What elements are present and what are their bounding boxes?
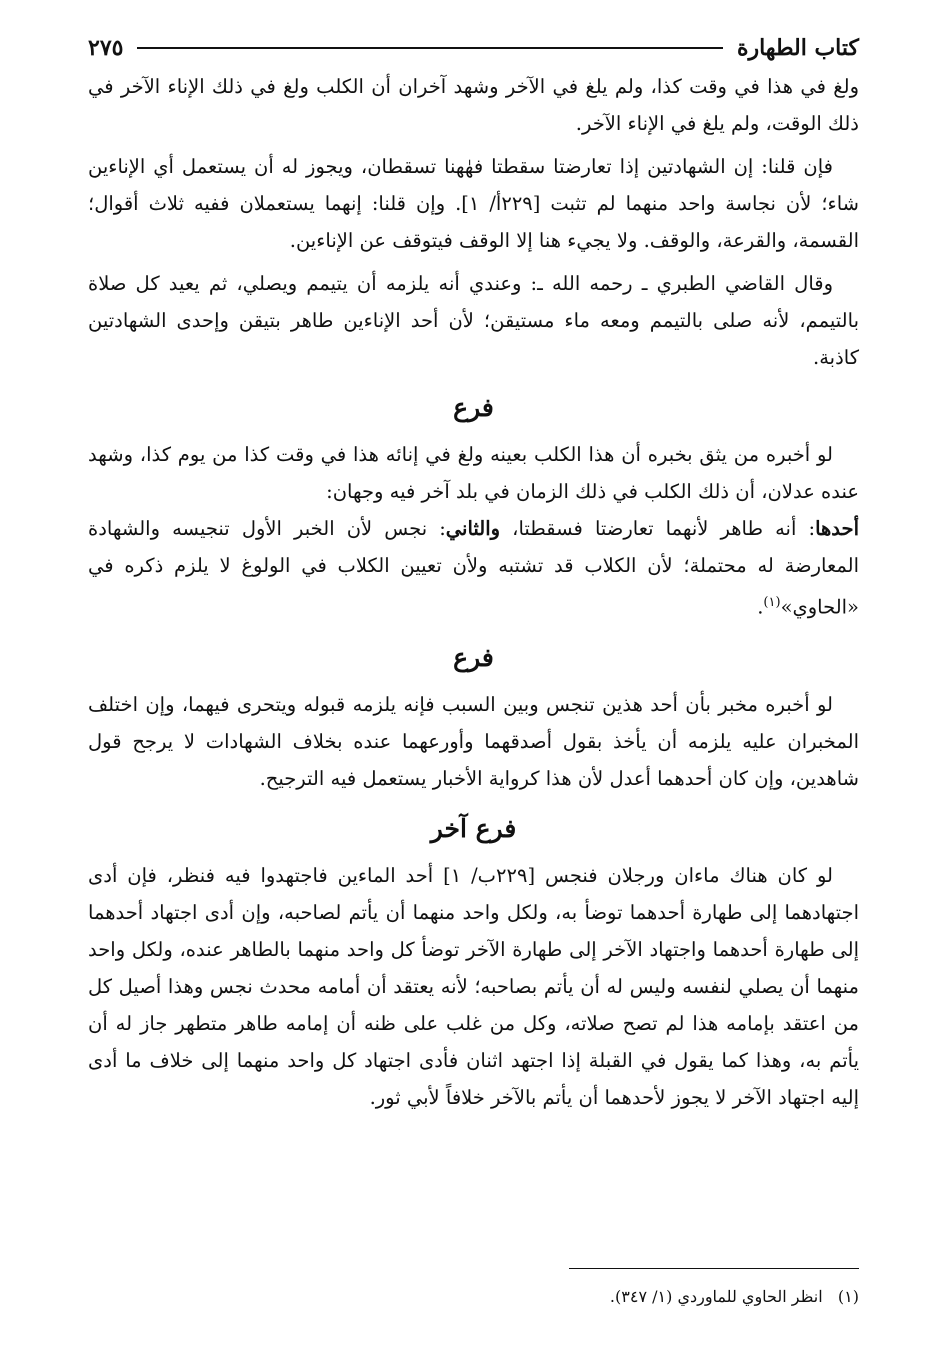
page-header: [88, 28, 859, 68]
text-run: .: [757, 595, 764, 619]
running-title: كتاب الطهارة: [736, 35, 859, 61]
first-view-label: أحدها: [815, 517, 859, 540]
main-text: [88, 68, 859, 1116]
section-heading: فرع: [453, 393, 494, 422]
footnotes: [88, 1268, 859, 1311]
paragraph: [88, 510, 859, 626]
paragraph: لو كان هناك ماءان ورجلان فنجس [٢٢٩ب/ ١] أحد الماءين فاجتهدوا فيه فنظر، فإن أدى اجتهادهما إلى طهارة أحدهما توضأ به، ولكل واحد منهما أن يأتم لصاحبه، وإن أدى اجتهاد أحدهما إلى طهارة أحدهما واجتهاد الآخر إلى طهارة الآخر توضأ كل واحد منهما بالطاهر عنده، ولكل واحد منهما أن يصلي لنفسه وليس له أن يأتم بصاحبه؛ لأنه يعتقد أن أمامه محدث نجس وهذا أصيل كل من اعتقد بإمامه هذا لم تصح صلاته، وكل من غلب على ظنه أن إمامه طاهر متطهر جاز له أن يأتم به، وهذا كما يقول في القبلة إذا اجتهد اثنان فأدى اجتهاد كل واحد منهما إلى خلاف ما أدى إليه اجتهاد الآخر لا يجوز لأحدهما أن يأتم بالآخر خلافاً لأبي ثور.: [88, 863, 859, 1109]
section-heading: فرع: [453, 642, 494, 672]
header-rule: [137, 47, 723, 49]
page-number: ٢٧٥: [88, 35, 124, 61]
text-run: : نجس لأن الخبر الأول تنجيسه والشهادة المعارضة له محتملة؛ لأن الكلاب قد تشتبه ولأن تعيين الكلاب في الولوغ لا يلزم ذكره في «الحاوي»: [88, 517, 859, 619]
paragraph: وقال القاضي الطبري ـ رحمه الله ـ: وعندي أنه يلزمه أن يتيمم ويصلي، ثم يعيد كل صلاة بالتيمم، لأنه صلى بالتيمم ومعه ماء مستيقن؛ لأن أحد الإناءين طاهر بتيقن وإحدى الشهادتين كاذبة.: [88, 272, 859, 369]
paragraph: لو أخبره من يثق بخبره أن هذا الكلب بعينه ولغ في إنائه هذا في وقت كذا من يوم كذا، وشهد عنده عدلان، أن ذلك الكلب في ذلك الزمان في بلد آخر فيه وجهان:: [88, 443, 859, 503]
footnote-text: انظر الحاوي للماوردي (١/ ٣٤٧).: [609, 1287, 823, 1306]
second-view-label: والثاني: [445, 517, 501, 540]
paragraph: لو أخبره مخبر بأن أحد هذين تنجس وبين السبب فإنه يلزمه قبوله ويتحرى فيهما، وإن اختلف المخبران عليه يلزمه أن يأخذ بقول أصدقهما وأورعهما عنده بخلاف الشهادات لا يرجح قول شاهدين، وإن كان أحدهما أعدل لأن هذا كرواية الأخبار يستعمل فيه الترجيح.: [88, 692, 859, 790]
footnote-rule: [569, 1268, 859, 1269]
section-heading: فرع آخر: [430, 813, 517, 843]
footnote: [88, 1283, 859, 1311]
paragraph: ولغ في هذا في وقت كذا، ولم يلغ في الآخر وشهد آخران أن الكلب ولغ في ذلك الإناء الآخر في ذلك الوقت، ولم يلغ في الإناء الآخر.: [88, 75, 859, 135]
text-run: : أنه طاهر لأنهما تعارضتا فسقطتا،: [500, 517, 816, 540]
footnote-ref[interactable]: (١): [763, 595, 781, 610]
paragraph: فإن قلنا: إن الشهادتين إذا تعارضتا سقطتا فهٰهنا تسقطان، ويجوز له أن يستعمل أي الإناءين شاء؛ لأن نجاسة واحد منهما لم تثبت [٢٢٩أ/ ١]. وإن قلنا: إنهما يستعملان ففيه ثلاث أقوال؛ القسمة، والقرعة، والوقف. ولا يجيء هنا إلا الوقف فيتوقف عن الإناءين.: [88, 155, 859, 252]
footnote-number: (١): [837, 1287, 859, 1306]
